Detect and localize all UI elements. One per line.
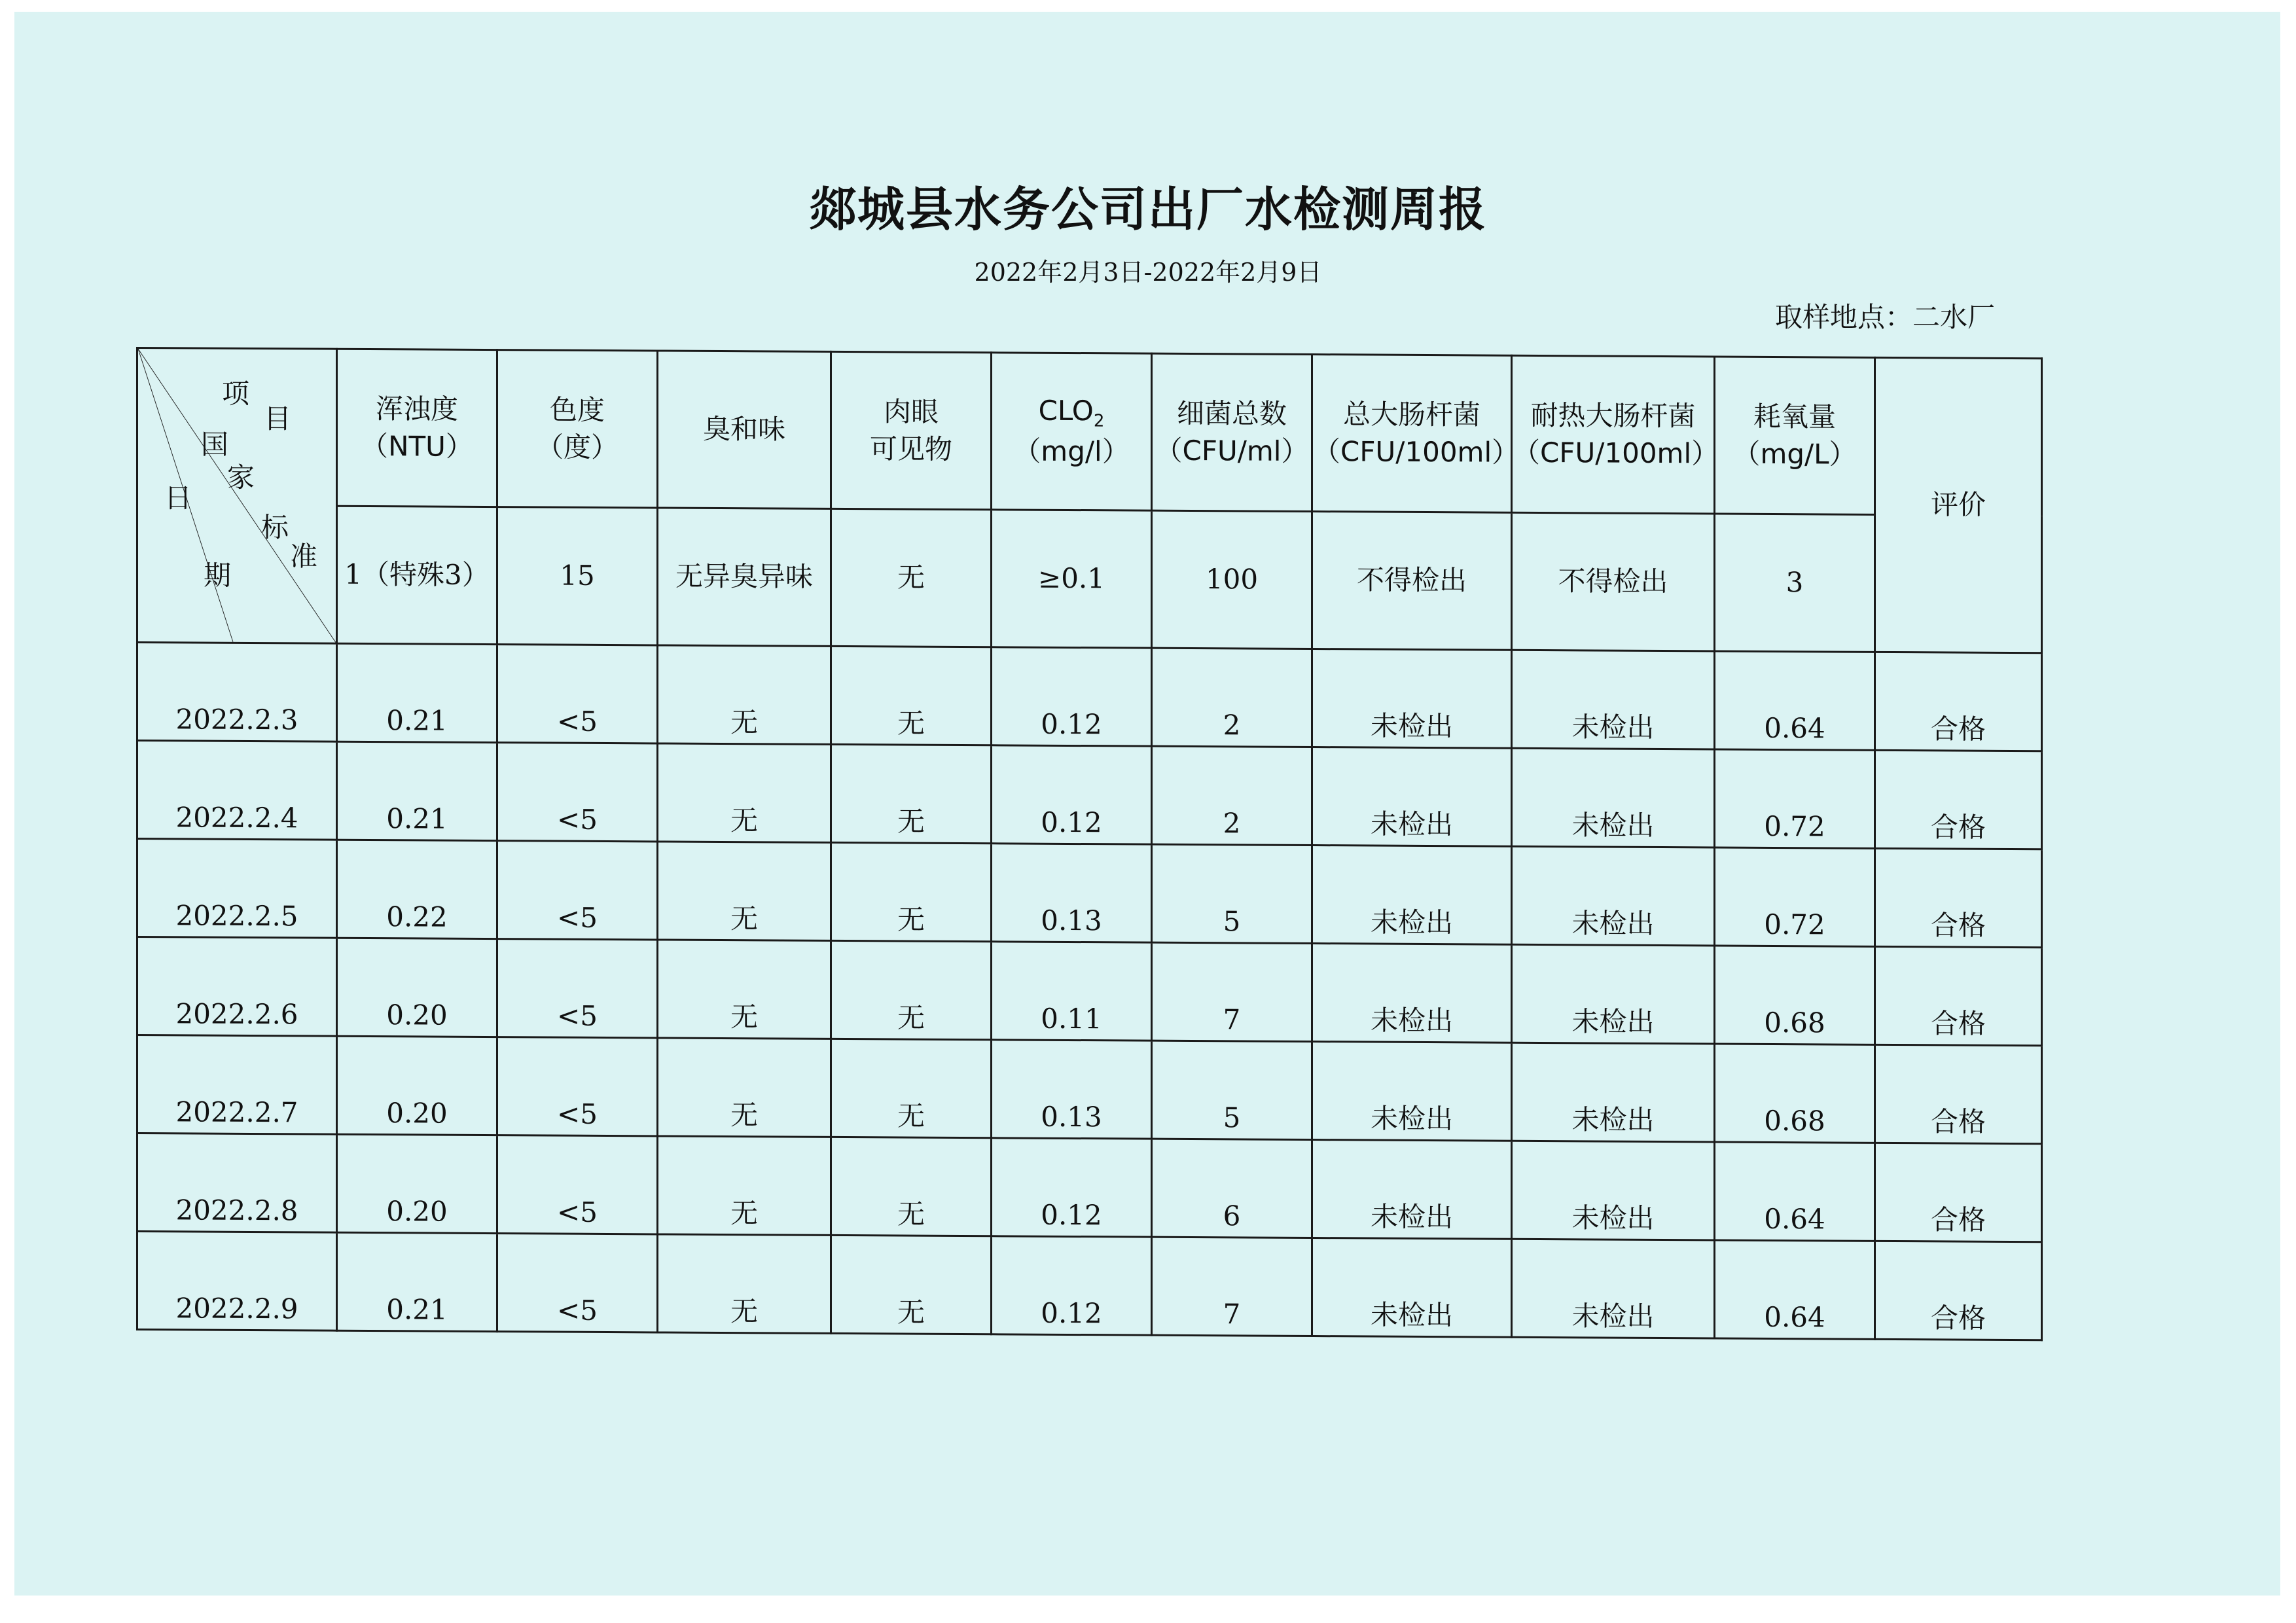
- cell-oxygen-consumption: 0.72: [1715, 847, 1875, 946]
- water-quality-table: [136, 347, 2043, 1341]
- cell-bacteria-total: 6: [1152, 1139, 1312, 1238]
- cell-thermotolerant-coliform: 未检出: [1512, 1043, 1715, 1142]
- header-turbidity: 浑浊度 （NTU）: [337, 349, 497, 507]
- corner-standard-char-3: 标: [261, 511, 289, 544]
- standard-row: [137, 505, 2042, 653]
- cell-total-coliform: 未检出: [1312, 747, 1512, 847]
- corner-item-char-2: 目: [264, 402, 292, 435]
- header-evaluation: 评价: [1875, 357, 2042, 652]
- cell-bacteria-total: 5: [1152, 1041, 1312, 1139]
- standard-clo2: ≥0.1: [992, 510, 1152, 648]
- cell-date: 2022.2.8: [137, 1133, 337, 1233]
- cell-odor: 无: [658, 645, 831, 744]
- cell-oxygen-consumption: 0.64: [1715, 1142, 1875, 1241]
- header-odor: 臭和味: [658, 351, 831, 508]
- cell-bacteria-total: 7: [1152, 942, 1312, 1041]
- header-thermotolerant-coliform: 耐热大肠杆菌 （CFU/100ml）: [1512, 355, 1715, 514]
- cell-evaluation: 合格: [1875, 946, 2042, 1045]
- cell-color: <5: [497, 1234, 658, 1332]
- cell-color: <5: [497, 841, 658, 940]
- corner-header-cell: [137, 348, 337, 644]
- cell-clo2: 0.12: [992, 1236, 1152, 1335]
- standard-total-coliform: 不得检出: [1312, 512, 1512, 651]
- cell-oxygen-consumption: 0.68: [1715, 1044, 1875, 1143]
- corner-date-char-2: 期: [204, 559, 232, 592]
- cell-total-coliform: 未检出: [1312, 1042, 1512, 1141]
- cell-thermotolerant-coliform: 未检出: [1512, 846, 1715, 946]
- cell-thermotolerant-coliform: 未检出: [1512, 944, 1715, 1044]
- cell-evaluation: 合格: [1875, 1044, 2042, 1143]
- table-row: [137, 1133, 2042, 1242]
- cell-turbidity: 0.21: [337, 1232, 497, 1331]
- table-row: [137, 1232, 2042, 1340]
- header-oxygen-consumption: 耗氧量 （mg/L）: [1715, 357, 1875, 514]
- cell-color: <5: [497, 1037, 658, 1136]
- cell-color: <5: [497, 645, 658, 743]
- cell-oxygen-consumption: 0.64: [1715, 1240, 1875, 1339]
- cell-thermotolerant-coliform: 未检出: [1512, 650, 1715, 749]
- cell-date: 2022.2.4: [137, 741, 337, 840]
- corner-standard-char-4: 准: [290, 540, 318, 573]
- cell-visible-matter: 无: [831, 1039, 992, 1137]
- cell-turbidity: 0.20: [337, 938, 497, 1037]
- cell-oxygen-consumption: 0.64: [1715, 651, 1875, 750]
- standard-oxygen-consumption: 3: [1715, 514, 1875, 652]
- header-row: [137, 348, 2042, 516]
- header-color: 色度 （度）: [497, 350, 658, 508]
- cell-evaluation: 合格: [1875, 848, 2042, 947]
- standard-thermotolerant-coliform: 不得检出: [1512, 512, 1715, 651]
- corner-item-char-1: 项: [222, 377, 250, 410]
- cell-odor: 无: [658, 743, 831, 842]
- cell-date: 2022.2.6: [137, 937, 337, 1037]
- cell-oxygen-consumption: 0.72: [1715, 749, 1875, 848]
- cell-turbidity: 0.20: [337, 1036, 497, 1135]
- cell-turbidity: 0.21: [337, 741, 497, 840]
- header-total-coliform: 总大肠杆菌 （CFU/100ml）: [1312, 355, 1512, 513]
- cell-odor: 无: [658, 1234, 831, 1333]
- cell-total-coliform: 未检出: [1312, 1238, 1512, 1338]
- standard-odor: 无异臭异味: [658, 508, 831, 646]
- cell-date: 2022.2.9: [137, 1232, 337, 1331]
- header-bacteria-total: 细菌总数 （CFU/ml）: [1152, 353, 1312, 511]
- cell-visible-matter: 无: [831, 1137, 992, 1236]
- cell-bacteria-total: 5: [1152, 844, 1312, 943]
- standard-visible-matter: 无: [831, 508, 992, 647]
- cell-clo2: 0.13: [992, 844, 1152, 942]
- cell-visible-matter: 无: [831, 744, 992, 843]
- cell-thermotolerant-coliform: 未检出: [1512, 748, 1715, 847]
- cell-date: 2022.2.5: [137, 839, 337, 938]
- cell-bacteria-total: 7: [1152, 1237, 1312, 1336]
- cell-color: <5: [497, 1135, 658, 1234]
- standard-bacteria-total: 100: [1152, 510, 1312, 649]
- cell-visible-matter: 无: [831, 646, 992, 745]
- sampling-location: 取样地点：二水厂: [1774, 301, 1995, 333]
- cell-thermotolerant-coliform: 未检出: [1512, 1239, 1715, 1338]
- cell-evaluation: 合格: [1875, 1241, 2042, 1340]
- cell-oxygen-consumption: 0.68: [1715, 946, 1875, 1044]
- cell-bacteria-total: 2: [1152, 648, 1312, 747]
- report-period: 2022年2月3日-2022年2月9日: [974, 258, 1322, 287]
- cell-visible-matter: 无: [831, 1235, 992, 1334]
- table-row: [137, 839, 2042, 948]
- cell-evaluation: 合格: [1875, 652, 2042, 751]
- standard-color: 15: [497, 507, 658, 645]
- cell-color: <5: [497, 939, 658, 1038]
- cell-clo2: 0.12: [992, 647, 1152, 746]
- cell-odor: 无: [658, 940, 831, 1039]
- report-title: 郯城县水务公司出厂水检测周报: [808, 182, 1487, 237]
- header-clo2: $CLO_2$ （mg/l）: [992, 353, 1152, 510]
- cell-total-coliform: 未检出: [1312, 846, 1512, 945]
- cell-odor: 无: [658, 1038, 831, 1137]
- cell-visible-matter: 无: [831, 842, 992, 941]
- cell-turbidity: 0.21: [337, 643, 497, 742]
- cell-clo2: 0.11: [992, 942, 1152, 1041]
- header-visible-matter: 肉眼 可见物: [831, 351, 992, 509]
- cell-turbidity: 0.20: [337, 1134, 497, 1233]
- cell-visible-matter: 无: [831, 940, 992, 1039]
- cell-total-coliform: 未检出: [1312, 944, 1512, 1043]
- cell-odor: 无: [658, 842, 831, 940]
- cell-total-coliform: 未检出: [1312, 1140, 1512, 1240]
- table-row: [137, 1035, 2042, 1144]
- cell-turbidity: 0.22: [337, 840, 497, 938]
- standard-turbidity: 1（特殊3）: [337, 506, 497, 644]
- cell-color: <5: [497, 743, 658, 842]
- corner-standard-char-2: 家: [227, 461, 255, 494]
- cell-clo2: 0.13: [992, 1040, 1152, 1139]
- table-row: [137, 937, 2042, 1046]
- cell-bacteria-total: 2: [1152, 746, 1312, 845]
- cell-clo2: 0.12: [992, 1138, 1152, 1237]
- table-row: [137, 643, 2042, 751]
- cell-evaluation: 合格: [1875, 750, 2042, 849]
- cell-date: 2022.2.3: [137, 643, 337, 742]
- cell-odor: 无: [658, 1136, 831, 1235]
- cell-date: 2022.2.7: [137, 1035, 337, 1135]
- corner-date-char-1: 日: [164, 482, 192, 514]
- cell-clo2: 0.12: [992, 745, 1152, 844]
- corner-standard-char-1: 国: [201, 428, 229, 461]
- cell-total-coliform: 未检出: [1312, 649, 1512, 749]
- cell-evaluation: 合格: [1875, 1143, 2042, 1241]
- cell-thermotolerant-coliform: 未检出: [1512, 1141, 1715, 1240]
- table-row: [137, 741, 2042, 849]
